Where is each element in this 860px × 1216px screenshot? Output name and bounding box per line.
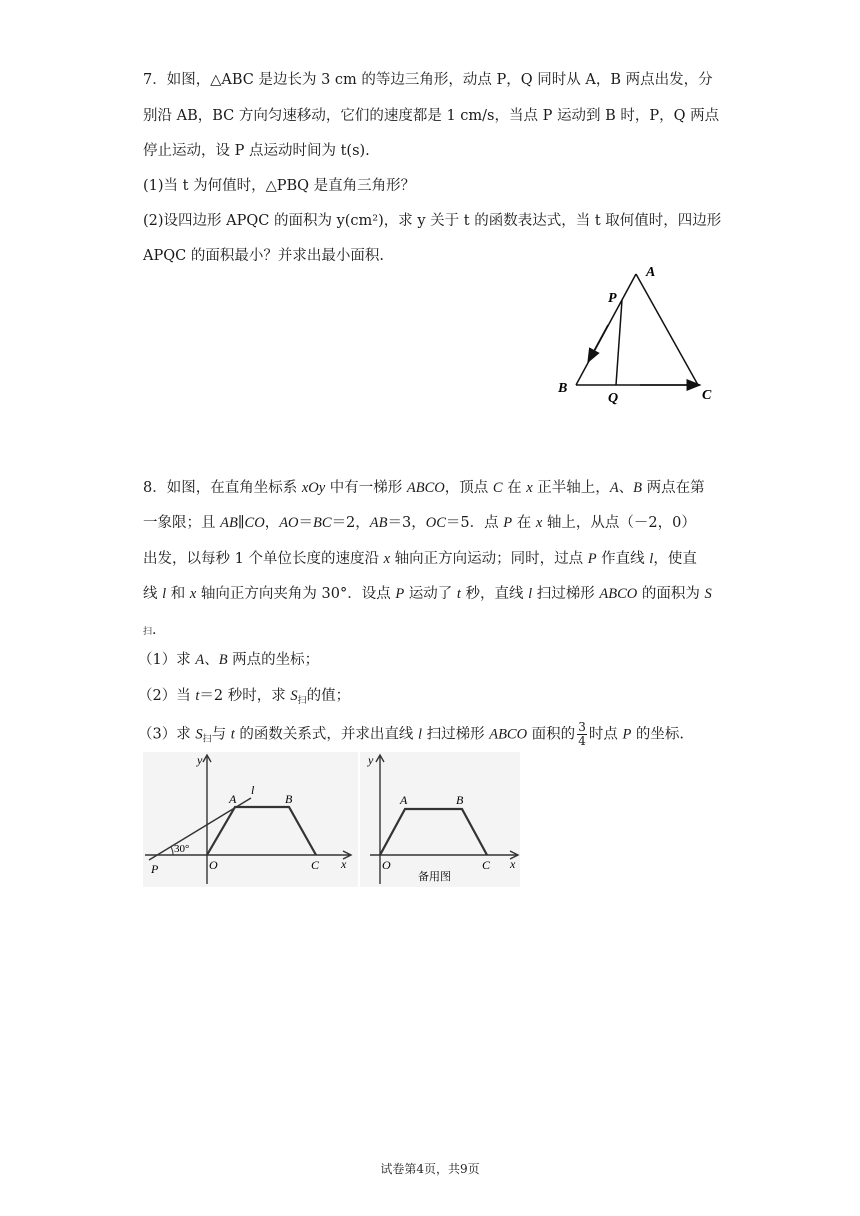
subscript-sao: 扫	[202, 734, 212, 745]
arrow-p-to-b	[588, 325, 608, 362]
label-l: l	[251, 783, 255, 797]
text: 中有一梯形	[325, 480, 407, 496]
math-l: l	[528, 586, 533, 602]
math-x: x	[535, 515, 543, 531]
label-x: x	[510, 857, 516, 871]
q8-part-3	[138, 721, 684, 750]
text: ＝3，	[387, 515, 426, 531]
math-xoy: xOy	[301, 480, 326, 496]
subscript-sao: 扫	[297, 696, 307, 706]
q8-line-5	[143, 620, 156, 642]
math-t: t	[195, 688, 200, 704]
math-oc: OC	[425, 515, 446, 531]
text: （3）求	[138, 726, 196, 743]
text: 与	[211, 726, 231, 743]
label-b: B	[558, 381, 568, 396]
text: ＝2，	[331, 515, 370, 531]
label-y: y	[197, 753, 203, 767]
text: 扫过梯形	[422, 726, 490, 743]
label-x: x	[341, 857, 347, 871]
label-c: C	[702, 388, 712, 403]
q8-figure-2	[360, 752, 520, 887]
text: ，顶点	[444, 480, 493, 496]
label-a: A	[229, 792, 237, 806]
text: 在	[512, 515, 536, 531]
math-b: B	[218, 652, 228, 668]
text: 轴向正方向运动；同时，过点	[390, 551, 588, 567]
label-b: B	[456, 793, 464, 807]
text: ＝5．点	[445, 515, 504, 531]
fraction-three-quarters	[577, 721, 587, 748]
q8-part-1	[138, 650, 319, 670]
segment-pq	[616, 300, 622, 385]
text: 面积的	[527, 726, 576, 743]
page-footer: 试卷第4页，共9页	[380, 1162, 480, 1176]
text: 秒，直线	[460, 586, 529, 602]
q8-line-3	[143, 549, 697, 569]
figure-caption: 备用图	[418, 871, 451, 883]
math-p: P	[587, 551, 597, 567]
q7-part-1: (1)当 t 为何值时，△PBQ 是直角三角形？	[143, 178, 416, 194]
label-c: C	[482, 858, 491, 872]
text: 线	[143, 586, 163, 602]
label-angle: 30°	[174, 843, 190, 855]
math-x: x	[189, 586, 197, 602]
math-ab: AB	[369, 515, 388, 531]
q7-line-2: 别沿 AB，BC 方向匀速移动，它们的速度都是 1 cm/s，当点 P 运动到 B 时，P，Q 两点	[143, 108, 720, 124]
label-q: Q	[608, 391, 619, 406]
math-abco: ABCO	[489, 726, 528, 743]
q7-part-2-line-2: APQC 的面积最小？并求出最小面积.	[143, 248, 384, 264]
math-p: P	[395, 586, 405, 602]
q8-part-2	[138, 686, 350, 711]
math-ao: AO	[279, 515, 299, 531]
subscript-sao: 扫	[143, 627, 153, 637]
text: 运动了	[404, 586, 457, 602]
q8-line-2	[143, 513, 696, 533]
label-c: C	[311, 858, 320, 872]
text: 8．如图，在直角坐标系	[143, 480, 302, 496]
math-l: l	[649, 551, 654, 567]
text: 的坐标.	[631, 726, 685, 743]
label-b: B	[285, 792, 293, 806]
text: 、	[204, 652, 219, 668]
text: 轴上，从点（－2，0）	[542, 515, 696, 531]
text: ＝2 秒时，求	[199, 688, 291, 704]
label-o: O	[382, 858, 391, 872]
math-b: B	[633, 480, 643, 496]
label-y: y	[368, 753, 374, 767]
label-a: A	[646, 265, 656, 280]
text: 、	[618, 480, 634, 496]
math-p: P	[503, 515, 513, 531]
label-a: A	[400, 793, 408, 807]
text: ＝	[298, 515, 314, 531]
text: ，	[264, 515, 280, 531]
math-x: x	[383, 551, 390, 567]
text: 在	[502, 480, 527, 496]
q7-line-1: 7．如图，△ABC 是边长为 3 cm 的等边三角形，动点 P，Q 同时从 A，B 两点出发，分	[143, 72, 713, 88]
math-a: A	[195, 652, 205, 668]
math-c: C	[492, 480, 503, 496]
math-bc: BC	[313, 515, 332, 531]
text: 的值；	[306, 688, 351, 704]
math-p: P	[622, 726, 632, 743]
text: 轴向正方向夹角为 30°．设点	[196, 586, 396, 602]
q7-part-2-line-1: (2)设四边形 APQC 的面积为 y(cm²)，求 y 关于 t 的函数表达式，当 t 取何值时，四边形	[143, 213, 722, 229]
math-l: l	[162, 586, 167, 602]
q8-figure-1	[143, 752, 358, 887]
text: ∥	[237, 515, 245, 531]
math-t: t	[456, 586, 461, 602]
label-p: P	[151, 862, 159, 876]
text: 的函数关系式，并求出直线	[234, 726, 418, 743]
math-co: CO	[244, 515, 265, 531]
q7-line-3: 停止运动，设 P 点运动时间为 t(s).	[143, 143, 370, 159]
math-s: S	[195, 726, 203, 743]
math-a: A	[609, 480, 619, 496]
math-abco: ABCO	[406, 480, 445, 496]
fraction-numerator: 3	[578, 720, 586, 734]
q7-triangle-figure	[550, 262, 730, 407]
text: 的面积为	[637, 586, 705, 602]
side-ac	[636, 274, 698, 385]
text: 和	[166, 586, 190, 602]
text: （1）求	[138, 652, 196, 668]
text: 出发，以每秒 1 个单位长度的速度沿	[143, 551, 384, 567]
text: 正半轴上，	[532, 480, 610, 496]
text: 两点在第	[642, 480, 705, 496]
label-o: O	[209, 858, 218, 872]
math-s: S	[704, 586, 712, 602]
math-abco: ABCO	[599, 586, 638, 602]
math-x: x	[526, 480, 533, 496]
math-s: S	[290, 688, 298, 704]
fraction-denominator: 4	[578, 734, 586, 748]
text: 时点	[588, 726, 623, 743]
math-t: t	[230, 726, 235, 743]
text: （2）当	[138, 688, 196, 704]
text: 作直线	[596, 551, 650, 567]
text: 一象限；且	[143, 515, 221, 531]
text: 两点的坐标；	[227, 652, 320, 668]
text: ，使直	[653, 551, 697, 567]
text: 扫过梯形	[532, 586, 600, 602]
q8-line-4	[143, 584, 712, 604]
math-l: l	[417, 726, 422, 743]
math-ab: AB	[220, 515, 238, 531]
label-p: P	[608, 291, 617, 306]
q8-line-1	[143, 478, 705, 498]
text: .	[152, 622, 157, 638]
